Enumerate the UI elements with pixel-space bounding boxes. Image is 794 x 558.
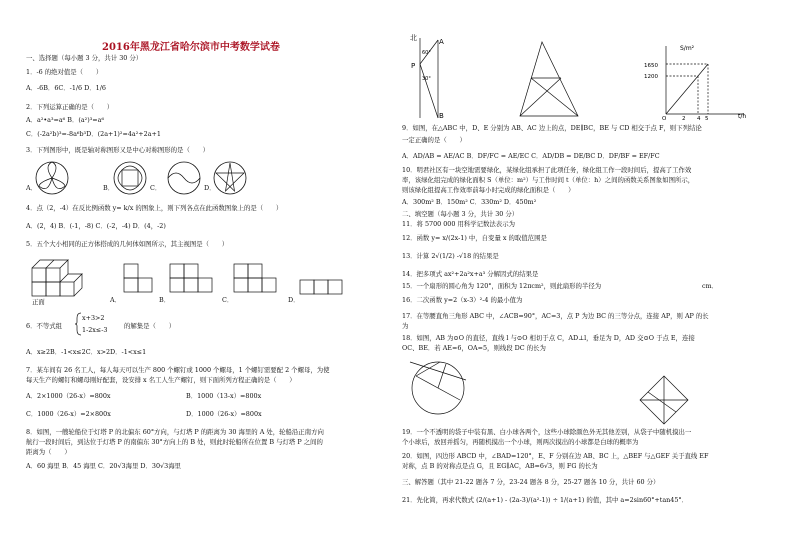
q5-figure-c: [232, 262, 278, 302]
q7-option-a: A．2×1000（26-x）=800x: [26, 392, 111, 400]
q20-quadrilateral-figure: [636, 372, 696, 428]
q10-text-line3: 则该绿化组提高工作效率前每小时完成的绿化面积是（ ）: [402, 186, 575, 194]
section3-heading: 三、解答题（其中 21-22 题各 7 分，23-24 题各 8 分，25-27 题各 10 分，共计 60 分）: [402, 478, 660, 486]
q1-options: A．-6B．6C．-1/6 D．1/6: [26, 84, 106, 92]
q6-options: A．x≥2B．-1<x≤2C．x>2D．-1<x≤1: [26, 348, 147, 356]
q5-opt-c: C．: [222, 296, 234, 304]
q17-text-line2: 为: [402, 322, 409, 330]
q10-options: A．300m² B．150m² C．330m² D．450m²: [402, 198, 537, 206]
q7-text-line1: 7．某车间有 26 名工人，每人每天可以生产 800 个螺钉或 1000 个螺母，1 个螺钉需要配 2 个螺母，为使: [26, 366, 330, 374]
q5-figure-b: [168, 262, 214, 302]
chart-tick-o: O: [662, 116, 667, 122]
chart-y-label: S/m²: [680, 45, 695, 52]
chart-tick-1200: 1200: [644, 74, 658, 80]
chart-tick-4: 4: [697, 116, 701, 122]
q8-options: A．60 海里 B．45 海里 C．20√3海里 D．30√3海里: [26, 462, 181, 470]
page-title: 2016年黑龙江省哈尔滨市中考数学试卷: [102, 42, 280, 53]
q3-text: 3．下列图形中，既是轴对称图形又是中心对称图形的是（ ）: [26, 146, 210, 154]
q11-text: 11．将 5700 000 用科学记数法表示为: [402, 220, 515, 228]
q8-text-line3: 距离为（ ）: [26, 448, 71, 456]
q2-text: 2．下列运算正确的是（ ）: [26, 103, 114, 111]
q9-triangle-figure: [516, 36, 582, 120]
fig-60-label: 60°: [422, 50, 431, 56]
q5-front-label: 正面: [32, 298, 45, 306]
q8-text-line2: 航行一段时间后，到达位于灯塔 P 的南偏东 30°方向上的 B 处，则此时轮船所在位置 B 与灯塔 P 之间的: [26, 438, 323, 446]
q5-opt-b: B．: [159, 296, 171, 304]
chart-tick-5: 5: [705, 116, 709, 122]
q6-brace-icon: [74, 312, 82, 336]
q1-text: 1．-6 的绝对值是（ ）: [26, 68, 103, 76]
q5-opt-d: D．: [288, 296, 300, 304]
q12-text: 12．函数 y= x/(2x-1) 中，自变量 x 的取值范围是: [402, 234, 547, 242]
q3-opt-b: B．: [103, 184, 115, 192]
q16-text: 16．二次函数 y=2（x-3）²-4 的最小值为: [402, 296, 523, 304]
q7-text-line2: 每天生产的螺钉和螺母刚好配套，设安排 x 名工人生产螺钉，则下面所列方程正确的是（ ）: [26, 376, 296, 384]
q18-circle-figure: [406, 354, 472, 420]
q6-system-line2: 1-2x≤-3: [82, 326, 108, 334]
q5-figure-a: [122, 262, 154, 302]
q10-text-line1: 10．明君社区有一块空地需要绿化，某绿化组承担了此项任务，绿化组工作一段时间后，提高了工作效: [402, 166, 692, 174]
q10-area-chart: [640, 40, 750, 122]
section2-heading: 二、填空题（每小题 3 分，共计 30 分）: [402, 210, 519, 218]
q7-option-d: D．1000（26-x）=800x: [186, 410, 262, 418]
q17-text-line1: 17．在等腰直角三角形 ABC 中，∠ACB=90°，AC=3，点 P 为边 BC 的三等分点，连接 AP，则 AP 的长: [402, 312, 709, 320]
q3-figure-d: [212, 160, 248, 196]
q5-opt-a: A．: [110, 296, 122, 304]
q21-text: 21．先化简，再求代数式 (2/(a+1) - (2a-3)/(a²-1)) ÷ 1/(a+1) 的值，其中 a=2sin60°+tan45°．: [402, 496, 688, 504]
q6-system-line1: x+3>2: [82, 314, 105, 322]
q15-unit: cm．: [702, 282, 719, 290]
q4-text: 4．点（2，-4）在反比例函数 y= k/x 的图象上，则下列各点在此函数图象上的是（ ）: [26, 204, 283, 212]
q8-lighthouse-figure: [406, 30, 456, 120]
q14-text: 14．把多项式 ax²+2a²x+a³ 分解因式的结果是: [402, 270, 539, 278]
q3-opt-a: A．: [26, 184, 38, 192]
q3-opt-d: D．: [204, 184, 216, 192]
chart-tick-1650: 1650: [644, 63, 658, 69]
chart-x-label: t/h: [738, 113, 747, 120]
q20-text-line2: 对称，点 B 的对称点是点 G，且 EG∥AC，AB=6√3，则 FG 的长为: [402, 462, 598, 470]
q9-text: 9．如图，在△ABC 中，D、E 分别为 AB、AC 边上的点，DE∥BC，BE 与 CD 相交于点 F，则下列结论: [402, 124, 702, 132]
fig-30-label: 30°: [422, 76, 431, 82]
q3-figure-b: [112, 160, 148, 196]
q7-option-c: C．1000（26-x）=2×800x: [26, 410, 111, 418]
q6-text: 6．不等式组: [26, 322, 63, 330]
fig-north-label: 北: [410, 34, 417, 42]
section1-heading: 一、选择题（每小题 3 分，共计 30 分）: [26, 54, 143, 62]
q5-solid-figure: [30, 250, 110, 300]
q19-text-line2: 个小球后，放回并摇匀，再随机摸出一个小球，则两次摸出的小球都是白球的概率为: [402, 438, 639, 446]
q13-text: 13．计算 2√(1/2) -√18 的结果是: [402, 252, 499, 260]
q3-figure-c: [166, 160, 202, 196]
q15-text: 15．一个扇形的圆心角为 120°，面积为 12πcm²，则此扇形的半径为: [402, 282, 602, 290]
q5-figure-d: [298, 276, 344, 302]
fig-p-label: P: [411, 62, 416, 70]
q2-options-cd: C．(-2a²b)³=-8a⁶b³D．(2a+1)²=4a²+2a+1: [26, 130, 161, 138]
q18-text-line2: OC、BE．若 AE=6，OA=5，则线段 DC 的长为: [402, 344, 546, 352]
q18-text-line1: 18．如图，AB 为⊙O 的直径，直线 l 与⊙O 相切于点 C，AD⊥l，垂足为 D，AD 交⊙O 于点 E，连接: [402, 334, 695, 342]
q4-options: A．(2，4) B．(-1，-8) C．(-2，-4) D．(4，-2): [26, 222, 166, 230]
q7-option-b: B．1000（13-x）=800x: [186, 392, 262, 400]
q3-opt-c: C．: [150, 184, 162, 192]
q6-text-tail: 的解集是（ ）: [124, 322, 176, 330]
q10-text-line2: 率，该绿化组完成的绿化面积 S（单位：m²）与工作时间 t（单位：h）之间的函数关系图象如图所示，: [402, 176, 695, 184]
q5-text: 5．五个大小相同的正方体搭成的几何体如图所示，其主视图是（ ）: [26, 240, 229, 248]
fig-a-label: A: [439, 38, 444, 46]
fig-b-label: B: [439, 112, 444, 120]
q3-figure-a: [34, 160, 70, 196]
q20-text-line1: 20．如图，四边形 ABCD 中，∠BAD=120°，E、F 分别在边 AB、BC 上，△BEF 与△GEF 关于直线 EF: [402, 452, 709, 460]
q19-text-line1: 19．一个不透明的袋子中装有黑、白小球各两个，这些小球除颜色外无其他差别，从袋子中随机摸出一: [402, 428, 692, 436]
q9-options: A．AD/AB = AE/AC B．DF/FC = AE/EC C．AD/DB = DE/BC D．DF/BF = EF/FC: [402, 152, 660, 160]
q8-text-line1: 8．如图，一艘轮船位于灯塔 P 的北偏东 60°方向，与灯塔 P 的距离为 30 海里的 A 处，轮船沿正南方向: [26, 428, 324, 436]
q9-text-line2: 一定正确的是（ ）: [402, 136, 466, 144]
chart-tick-2: 2: [682, 116, 686, 122]
chart-axes: [666, 46, 744, 114]
q2-options-ab: A．a²•a³=a⁶ B．(a²)³=a⁶: [26, 116, 105, 124]
